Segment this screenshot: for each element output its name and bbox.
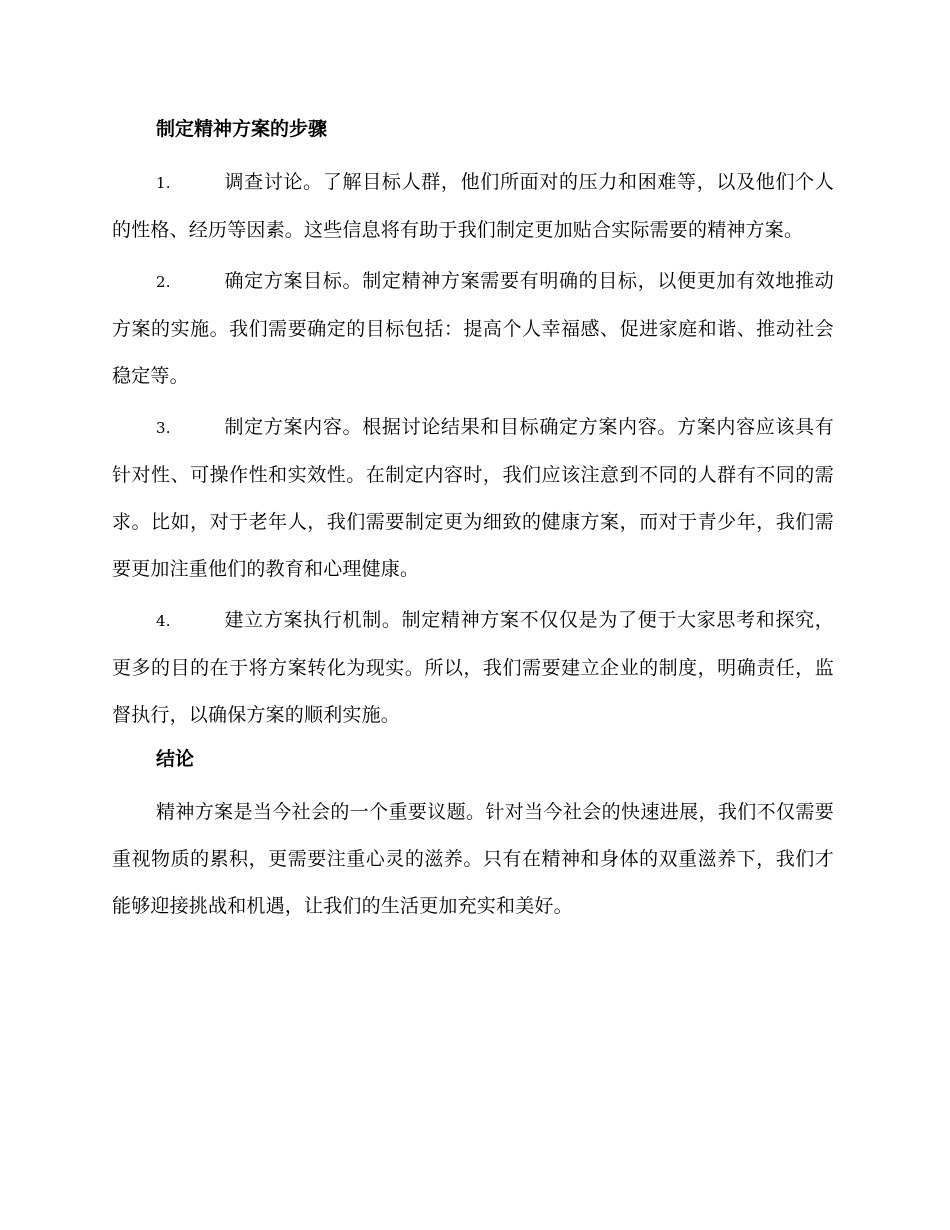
list-item-number: 3. (156, 419, 171, 437)
section-heading-conclusion: 结论 (156, 748, 195, 770)
document-page (112, 113, 834, 930)
list-item (112, 597, 834, 739)
list-item-text: 确定方案目标。制定精神方案需要有明确的目标，以便更加有效地推动方案的实施。我们需要确定的目标包括：提高个人幸福感、促进家庭和谐、推动社会稳定等。 (112, 270, 834, 387)
list-item-number: 4. (156, 612, 171, 630)
list-item-number: 1. (156, 174, 171, 192)
list-item-text: 调查讨论。了解目标人群，他们所面对的压力和困难等，以及他们个人的性格、经历等因素。这些信息将有助于我们制定更加贴合实际需要的精神方案。 (112, 171, 834, 241)
list-item-text: 建立方案执行机制。制定精神方案不仅仅是为了便于大家思考和探究，更多的目的在于将方案转化为现实。所以，我们需要建立企业的制度，明确责任，监督执行，以确保方案的顺利实施。 (112, 609, 834, 726)
list-item-text: 制定方案内容。根据讨论结果和目标确定方案内容。方案内容应该具有针对性、可操作性和实效性。在制定内容时，我们应该注意到不同的人群有不同的需求。比如，对于老年人，我们需要制定更为细致的健康方案，而对于青少年，我们需要更加注重他们的教育和心理健康。 (112, 416, 834, 580)
section-heading-steps: 制定精神方案的步骤 (156, 118, 328, 140)
list-item (112, 258, 834, 400)
list-item-number: 2. (156, 273, 171, 291)
list-item (112, 404, 834, 593)
list-item (112, 159, 834, 254)
conclusion-paragraph: 精神方案是当今社会的一个重要议题。针对当今社会的快速进展，我们不仅需要重视物质的累积，更需要注重心灵的滋养。只有在精神和身体的双重滋养下，我们才能够迎接挑战和机遇，让我们的生活更加充实和美好。 (112, 801, 834, 917)
